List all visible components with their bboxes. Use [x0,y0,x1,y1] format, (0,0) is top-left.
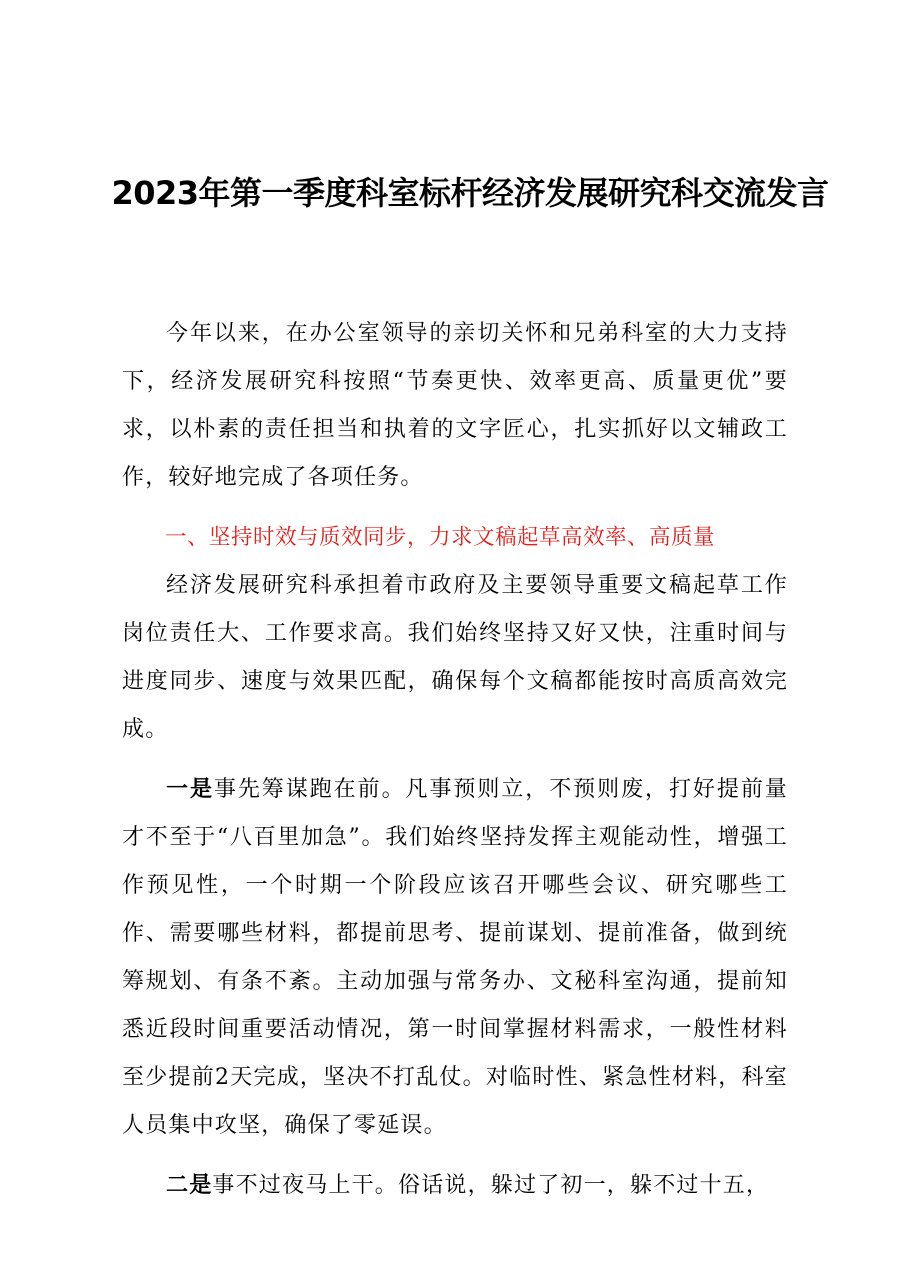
section-1-heading: 一、坚持时效与质效同步，力求文稿起草高效率、高质量 [165,525,716,550]
point-1-lead: 一是 [166,777,214,802]
point-1-paragraph [122,766,788,1150]
document-body [122,310,788,1210]
section-1-paragraph: 经济发展研究科承担着市政府及主要领导重要文稿起草工作岗位责任大、工作要求高。我们始终坚持又好又快，注重时间与进度同步、速度与效果匹配，确保每个文稿都能按时高质高效完成。 [122,573,788,742]
point-2-lead: 二是 [166,1173,213,1198]
document-title: 2023年第一季度科室标杆经济发展研究科交流发言 [111,174,829,212]
point-1-text: 事先筹谋跑在前。凡事预则立，不预则废，打好提前量才不至于“八百里加急”。我们始终坚持发挥主观能动性，增强工作预见性，一个时期一个阶段应该召开哪些会议、研究哪些工作、需要哪些材料，都提前思考、提前谋划、提前准备，做到统筹规划、有条不紊。主动加强与常务办、文秘科室沟通，提前知悉近段时间重要活动情况，第一时间掌握材料需求，一般性材料至少提前2天完成，坚决不打乱仗。对临时性、紧急性材料，科室人员集中攻坚，确保了零延误。 [122,777,788,1138]
point-2-text: 事不过夜马上干。俗话说，躲过了初一，躲不过十五， [212,1173,770,1198]
intro-paragraph: 今年以来，在办公室领导的亲切关怀和兄弟科室的大力支持下，经济发展研究科按照“节奏更快、效率更高、质量更优”要求，以朴素的责任担当和执着的文字匠心，扎实抓好以文辅政工作，较好地完成了各项任务。 [122,321,788,490]
point-2-paragraph [122,1162,788,1210]
